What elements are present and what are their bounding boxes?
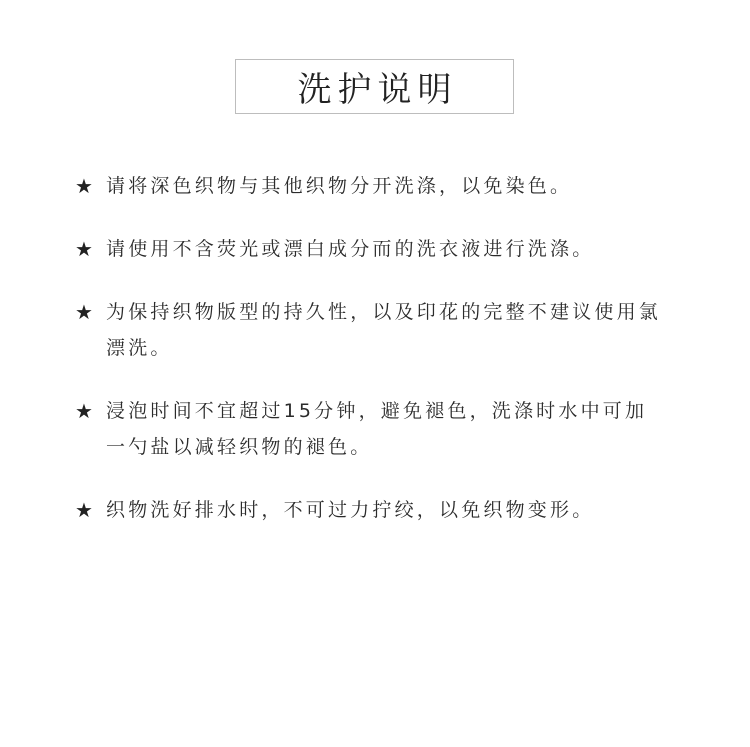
list-item <box>75 168 675 204</box>
page-title: 洗护说明 <box>297 70 458 110</box>
list-item <box>75 492 675 528</box>
star-icon: ★ <box>75 174 93 198</box>
instruction-text: 织物洗好排水时，不可过力拧绞，以免织物变形。 <box>106 499 595 521</box>
list-item <box>75 294 675 366</box>
list-item <box>75 231 675 267</box>
instruction-text: 浸泡时间不宜超过15分钟，避免褪色，洗涤时水中可加一勺盐以减轻织物的褪色。 <box>106 400 648 458</box>
star-icon: ★ <box>75 300 93 324</box>
instruction-text: 为保持织物版型的持久性，以及印花的完整不建议使用氯漂洗。 <box>106 301 662 359</box>
star-icon: ★ <box>75 399 93 423</box>
title-box <box>235 59 514 114</box>
list-item <box>75 393 675 465</box>
care-instructions-list <box>75 168 675 555</box>
star-icon: ★ <box>75 237 93 261</box>
star-icon: ★ <box>75 498 93 522</box>
instruction-text: 请使用不含荧光或漂白成分而的洗衣液进行洗涤。 <box>106 238 595 260</box>
instruction-text: 请将深色织物与其他织物分开洗涤，以免染色。 <box>106 175 573 197</box>
